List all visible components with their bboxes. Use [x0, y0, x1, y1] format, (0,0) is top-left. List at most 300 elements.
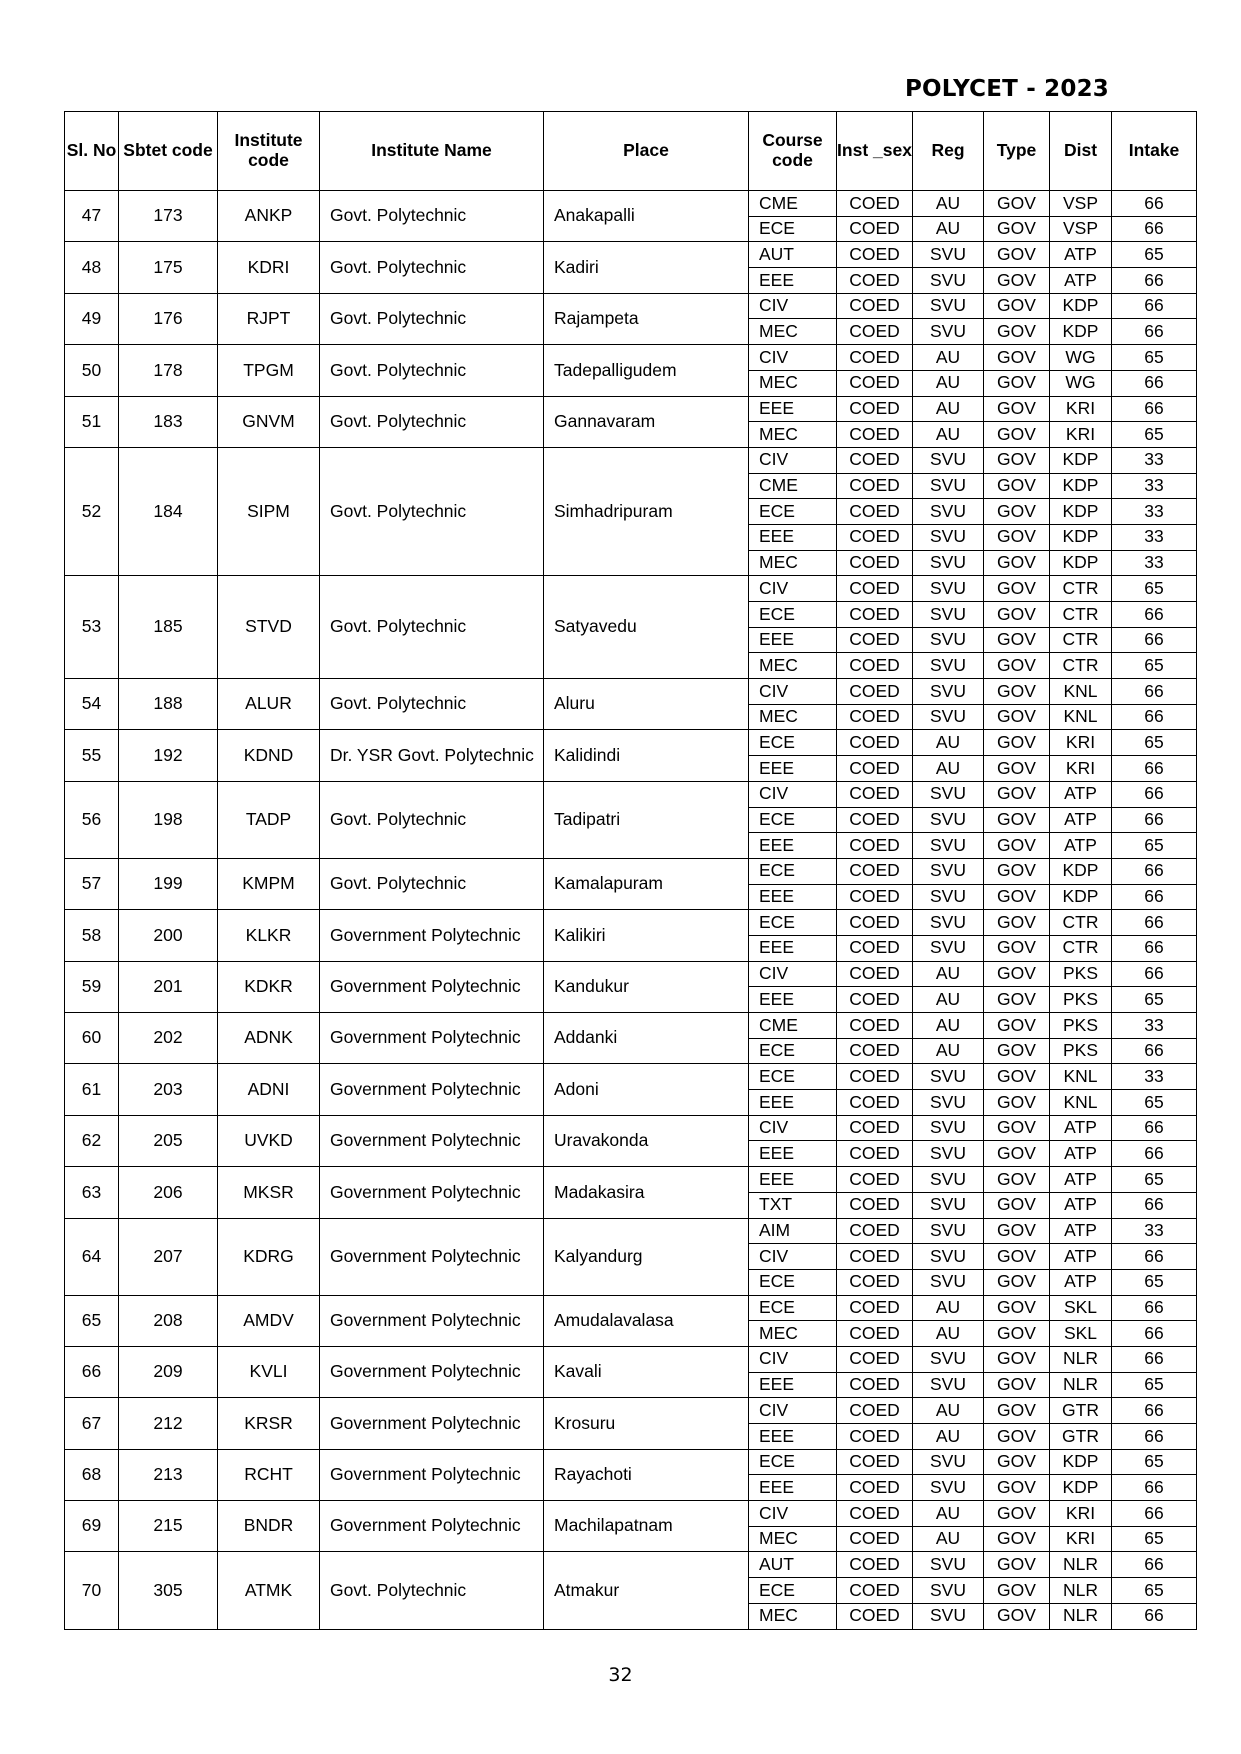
- inst-sex-cell: COED: [837, 1603, 913, 1629]
- dist-cell: KDP: [1050, 884, 1112, 910]
- inst-sex-cell: COED: [837, 1346, 913, 1372]
- type-cell: GOV: [984, 704, 1050, 730]
- institute-code-cell: RJPT: [218, 293, 320, 344]
- intake-cell: 65: [1112, 730, 1197, 756]
- institute-code-cell: GNVM: [218, 396, 320, 447]
- polytechnic-seat-table: [64, 111, 1197, 1630]
- intake-cell: 66: [1112, 1603, 1197, 1629]
- type-cell: GOV: [984, 422, 1050, 448]
- intake-cell: 33: [1112, 473, 1197, 499]
- dist-cell: WG: [1050, 345, 1112, 371]
- type-cell: GOV: [984, 1526, 1050, 1552]
- type-cell: GOV: [984, 627, 1050, 653]
- reg-cell: AU: [913, 345, 984, 371]
- course-code-cell: MEC: [749, 653, 837, 679]
- dist-cell: ATP: [1050, 1269, 1112, 1295]
- type-cell: GOV: [984, 653, 1050, 679]
- dist-cell: SKL: [1050, 1295, 1112, 1321]
- intake-cell: 66: [1112, 1552, 1197, 1578]
- place-cell: Krosuru: [544, 1398, 749, 1449]
- institute-name-cell: Government Polytechnic: [320, 1501, 544, 1552]
- dist-cell: KDP: [1050, 319, 1112, 345]
- place-cell: Aluru: [544, 679, 749, 730]
- sbtet-code-cell: 209: [119, 1346, 218, 1397]
- dist-cell: KNL: [1050, 704, 1112, 730]
- reg-cell: AU: [913, 1295, 984, 1321]
- header-inst-sex: Inst _sex: [837, 112, 913, 191]
- reg-cell: AU: [913, 216, 984, 242]
- sbtet-code-cell: 176: [119, 293, 218, 344]
- intake-cell: 33: [1112, 1218, 1197, 1244]
- inst-sex-cell: COED: [837, 216, 913, 242]
- reg-cell: SVU: [913, 576, 984, 602]
- intake-cell: 65: [1112, 1372, 1197, 1398]
- table-row: [65, 345, 1197, 371]
- type-cell: GOV: [984, 550, 1050, 576]
- type-cell: GOV: [984, 447, 1050, 473]
- type-cell: GOV: [984, 756, 1050, 782]
- dist-cell: KRI: [1050, 730, 1112, 756]
- intake-cell: 66: [1112, 1115, 1197, 1141]
- course-code-cell: CIV: [749, 781, 837, 807]
- dist-cell: CTR: [1050, 910, 1112, 936]
- inst-sex-cell: COED: [837, 704, 913, 730]
- course-code-cell: CIV: [749, 576, 837, 602]
- reg-cell: SVU: [913, 1372, 984, 1398]
- inst-sex-cell: COED: [837, 1038, 913, 1064]
- dist-cell: CTR: [1050, 935, 1112, 961]
- course-code-cell: CIV: [749, 1398, 837, 1424]
- type-cell: GOV: [984, 1090, 1050, 1116]
- dist-cell: CTR: [1050, 653, 1112, 679]
- institute-name-cell: Govt. Polytechnic: [320, 858, 544, 909]
- reg-cell: AU: [913, 396, 984, 422]
- inst-sex-cell: COED: [837, 293, 913, 319]
- reg-cell: AU: [913, 1501, 984, 1527]
- sbtet-code-cell: 207: [119, 1218, 218, 1295]
- reg-cell: SVU: [913, 1269, 984, 1295]
- course-code-cell: MEC: [749, 370, 837, 396]
- header-institute-code: Institute code: [218, 112, 320, 191]
- place-cell: Simhadripuram: [544, 447, 749, 575]
- page-number: 32: [608, 1664, 633, 1686]
- sbtet-code-cell: 215: [119, 1501, 218, 1552]
- inst-sex-cell: COED: [837, 1192, 913, 1218]
- reg-cell: SVU: [913, 653, 984, 679]
- intake-cell: 65: [1112, 653, 1197, 679]
- reg-cell: SVU: [913, 1115, 984, 1141]
- institute-code-cell: KDKR: [218, 961, 320, 1012]
- dist-cell: NLR: [1050, 1603, 1112, 1629]
- course-code-cell: ECE: [749, 1038, 837, 1064]
- institute-code-cell: TPGM: [218, 345, 320, 396]
- course-code-cell: CIV: [749, 345, 837, 371]
- reg-cell: AU: [913, 1526, 984, 1552]
- dist-cell: ATP: [1050, 1244, 1112, 1270]
- header-reg: Reg: [913, 112, 984, 191]
- dist-cell: KRI: [1050, 1526, 1112, 1552]
- reg-cell: SVU: [913, 1218, 984, 1244]
- sbtet-code-cell: 188: [119, 679, 218, 730]
- inst-sex-cell: COED: [837, 627, 913, 653]
- place-cell: Kalidindi: [544, 730, 749, 781]
- inst-sex-cell: COED: [837, 268, 913, 294]
- place-cell: Rayachoti: [544, 1449, 749, 1500]
- course-code-cell: CME: [749, 473, 837, 499]
- type-cell: GOV: [984, 1603, 1050, 1629]
- course-code-cell: CME: [749, 191, 837, 217]
- institute-name-cell: Govt. Polytechnic: [320, 396, 544, 447]
- intake-cell: 66: [1112, 961, 1197, 987]
- reg-cell: SVU: [913, 935, 984, 961]
- sl-no-cell: 68: [65, 1449, 119, 1500]
- place-cell: Satyavedu: [544, 576, 749, 679]
- dist-cell: PKS: [1050, 987, 1112, 1013]
- course-code-cell: EEE: [749, 1141, 837, 1167]
- table-row: [65, 1013, 1197, 1039]
- type-cell: GOV: [984, 1269, 1050, 1295]
- type-cell: GOV: [984, 1552, 1050, 1578]
- dist-cell: CTR: [1050, 602, 1112, 628]
- institute-code-cell: SIPM: [218, 447, 320, 575]
- sl-no-cell: 59: [65, 961, 119, 1012]
- sbtet-code-cell: 200: [119, 910, 218, 961]
- institute-name-cell: Government Polytechnic: [320, 1167, 544, 1218]
- intake-cell: 33: [1112, 1064, 1197, 1090]
- institute-name-cell: Government Polytechnic: [320, 1295, 544, 1346]
- intake-cell: 66: [1112, 1346, 1197, 1372]
- inst-sex-cell: COED: [837, 653, 913, 679]
- sbtet-code-cell: 206: [119, 1167, 218, 1218]
- course-code-cell: MEC: [749, 319, 837, 345]
- table-row: [65, 858, 1197, 884]
- type-cell: GOV: [984, 730, 1050, 756]
- sbtet-code-cell: 199: [119, 858, 218, 909]
- type-cell: GOV: [984, 1115, 1050, 1141]
- header-sl-no: Sl. No: [65, 112, 119, 191]
- institute-code-cell: KRSR: [218, 1398, 320, 1449]
- type-cell: GOV: [984, 319, 1050, 345]
- course-code-cell: EEE: [749, 524, 837, 550]
- course-code-cell: AUT: [749, 242, 837, 268]
- type-cell: GOV: [984, 961, 1050, 987]
- type-cell: GOV: [984, 370, 1050, 396]
- type-cell: GOV: [984, 268, 1050, 294]
- inst-sex-cell: COED: [837, 447, 913, 473]
- dist-cell: KDP: [1050, 524, 1112, 550]
- dist-cell: ATP: [1050, 833, 1112, 859]
- course-code-cell: EEE: [749, 833, 837, 859]
- intake-cell: 66: [1112, 1038, 1197, 1064]
- type-cell: GOV: [984, 1244, 1050, 1270]
- institute-name-cell: Government Polytechnic: [320, 1398, 544, 1449]
- reg-cell: SVU: [913, 910, 984, 936]
- table-row: [65, 1501, 1197, 1527]
- reg-cell: AU: [913, 961, 984, 987]
- intake-cell: 33: [1112, 499, 1197, 525]
- type-cell: GOV: [984, 499, 1050, 525]
- intake-cell: 66: [1112, 1424, 1197, 1450]
- institute-name-cell: Govt. Polytechnic: [320, 242, 544, 293]
- inst-sex-cell: COED: [837, 396, 913, 422]
- header-sbtet-code: Sbtet code: [119, 112, 218, 191]
- intake-cell: 65: [1112, 1526, 1197, 1552]
- type-cell: GOV: [984, 1449, 1050, 1475]
- institute-name-cell: Government Polytechnic: [320, 1346, 544, 1397]
- inst-sex-cell: COED: [837, 1269, 913, 1295]
- dist-cell: ATP: [1050, 781, 1112, 807]
- inst-sex-cell: COED: [837, 1372, 913, 1398]
- institute-code-cell: KDRG: [218, 1218, 320, 1295]
- type-cell: GOV: [984, 987, 1050, 1013]
- reg-cell: SVU: [913, 781, 984, 807]
- course-code-cell: ECE: [749, 1269, 837, 1295]
- sbtet-code-cell: 183: [119, 396, 218, 447]
- course-code-cell: MEC: [749, 550, 837, 576]
- type-cell: GOV: [984, 781, 1050, 807]
- dist-cell: KDP: [1050, 858, 1112, 884]
- sbtet-code-cell: 212: [119, 1398, 218, 1449]
- dist-cell: KRI: [1050, 396, 1112, 422]
- dist-cell: PKS: [1050, 1013, 1112, 1039]
- sl-no-cell: 67: [65, 1398, 119, 1449]
- intake-cell: 66: [1112, 396, 1197, 422]
- sl-no-cell: 55: [65, 730, 119, 781]
- dist-cell: KRI: [1050, 422, 1112, 448]
- table-row: [65, 730, 1197, 756]
- sbtet-code-cell: 305: [119, 1552, 218, 1629]
- reg-cell: SVU: [913, 1064, 984, 1090]
- reg-cell: SVU: [913, 1090, 984, 1116]
- dist-cell: ATP: [1050, 807, 1112, 833]
- inst-sex-cell: COED: [837, 602, 913, 628]
- type-cell: GOV: [984, 910, 1050, 936]
- course-code-cell: AUT: [749, 1552, 837, 1578]
- inst-sex-cell: COED: [837, 679, 913, 705]
- course-code-cell: EEE: [749, 987, 837, 1013]
- place-cell: Tadepalligudem: [544, 345, 749, 396]
- sl-no-cell: 66: [65, 1346, 119, 1397]
- reg-cell: SVU: [913, 602, 984, 628]
- intake-cell: 65: [1112, 987, 1197, 1013]
- dist-cell: SKL: [1050, 1321, 1112, 1347]
- inst-sex-cell: COED: [837, 576, 913, 602]
- dist-cell: PKS: [1050, 961, 1112, 987]
- sl-no-cell: 60: [65, 1013, 119, 1064]
- inst-sex-cell: COED: [837, 1167, 913, 1193]
- reg-cell: SVU: [913, 473, 984, 499]
- inst-sex-cell: COED: [837, 191, 913, 217]
- reg-cell: SVU: [913, 319, 984, 345]
- course-code-cell: EEE: [749, 1424, 837, 1450]
- intake-cell: 66: [1112, 858, 1197, 884]
- intake-cell: 66: [1112, 1475, 1197, 1501]
- table-row: [65, 1218, 1197, 1244]
- type-cell: GOV: [984, 1578, 1050, 1604]
- dist-cell: NLR: [1050, 1552, 1112, 1578]
- course-code-cell: EEE: [749, 627, 837, 653]
- inst-sex-cell: COED: [837, 910, 913, 936]
- inst-sex-cell: COED: [837, 1244, 913, 1270]
- institute-name-cell: Government Polytechnic: [320, 1449, 544, 1500]
- sl-no-cell: 50: [65, 345, 119, 396]
- intake-cell: 66: [1112, 602, 1197, 628]
- course-code-cell: ECE: [749, 499, 837, 525]
- institute-code-cell: BNDR: [218, 1501, 320, 1552]
- reg-cell: SVU: [913, 1244, 984, 1270]
- institute-name-cell: Government Polytechnic: [320, 910, 544, 961]
- institute-code-cell: ANKP: [218, 191, 320, 242]
- dist-cell: KDP: [1050, 473, 1112, 499]
- reg-cell: SVU: [913, 1167, 984, 1193]
- reg-cell: SVU: [913, 499, 984, 525]
- inst-sex-cell: COED: [837, 1115, 913, 1141]
- table-row: [65, 679, 1197, 705]
- institute-name-cell: Government Polytechnic: [320, 1115, 544, 1166]
- place-cell: Madakasira: [544, 1167, 749, 1218]
- type-cell: GOV: [984, 576, 1050, 602]
- course-code-cell: MEC: [749, 704, 837, 730]
- sl-no-cell: 70: [65, 1552, 119, 1629]
- intake-cell: 66: [1112, 319, 1197, 345]
- course-code-cell: CIV: [749, 447, 837, 473]
- type-cell: GOV: [984, 602, 1050, 628]
- table-row: [65, 293, 1197, 319]
- reg-cell: SVU: [913, 293, 984, 319]
- table-row: [65, 396, 1197, 422]
- course-code-cell: EEE: [749, 1167, 837, 1193]
- dist-cell: KRI: [1050, 1501, 1112, 1527]
- table-row: [65, 1449, 1197, 1475]
- type-cell: GOV: [984, 216, 1050, 242]
- institute-code-cell: KLKR: [218, 910, 320, 961]
- institute-code-cell: RCHT: [218, 1449, 320, 1500]
- type-cell: GOV: [984, 473, 1050, 499]
- institute-code-cell: ADNK: [218, 1013, 320, 1064]
- course-code-cell: CIV: [749, 1115, 837, 1141]
- dist-cell: KDP: [1050, 1475, 1112, 1501]
- reg-cell: AU: [913, 987, 984, 1013]
- course-code-cell: ECE: [749, 1449, 837, 1475]
- sl-no-cell: 65: [65, 1295, 119, 1346]
- institute-code-cell: STVD: [218, 576, 320, 679]
- sbtet-code-cell: 203: [119, 1064, 218, 1115]
- institute-name-cell: Dr. YSR Govt. Polytechnic: [320, 730, 544, 781]
- institute-name-cell: Govt. Polytechnic: [320, 1552, 544, 1629]
- dist-cell: ATP: [1050, 1218, 1112, 1244]
- place-cell: Amudalavalasa: [544, 1295, 749, 1346]
- inst-sex-cell: COED: [837, 1064, 913, 1090]
- inst-sex-cell: COED: [837, 1501, 913, 1527]
- intake-cell: 65: [1112, 833, 1197, 859]
- reg-cell: AU: [913, 1424, 984, 1450]
- intake-cell: 33: [1112, 550, 1197, 576]
- reg-cell: AU: [913, 756, 984, 782]
- sbtet-code-cell: 184: [119, 447, 218, 575]
- institute-code-cell: ADNI: [218, 1064, 320, 1115]
- type-cell: GOV: [984, 191, 1050, 217]
- table-row: [65, 781, 1197, 807]
- intake-cell: 66: [1112, 1192, 1197, 1218]
- sbtet-code-cell: 198: [119, 781, 218, 858]
- intake-cell: 66: [1112, 268, 1197, 294]
- sl-no-cell: 53: [65, 576, 119, 679]
- type-cell: GOV: [984, 1398, 1050, 1424]
- type-cell: GOV: [984, 1218, 1050, 1244]
- place-cell: Addanki: [544, 1013, 749, 1064]
- course-code-cell: EEE: [749, 935, 837, 961]
- type-cell: GOV: [984, 858, 1050, 884]
- inst-sex-cell: COED: [837, 1526, 913, 1552]
- intake-cell: 66: [1112, 935, 1197, 961]
- course-code-cell: ECE: [749, 1064, 837, 1090]
- dist-cell: NLR: [1050, 1578, 1112, 1604]
- reg-cell: AU: [913, 422, 984, 448]
- type-cell: GOV: [984, 1167, 1050, 1193]
- sl-no-cell: 63: [65, 1167, 119, 1218]
- institute-name-cell: Government Polytechnic: [320, 961, 544, 1012]
- type-cell: GOV: [984, 935, 1050, 961]
- course-code-cell: EEE: [749, 1372, 837, 1398]
- reg-cell: SVU: [913, 884, 984, 910]
- reg-cell: SVU: [913, 627, 984, 653]
- sl-no-cell: 69: [65, 1501, 119, 1552]
- reg-cell: SVU: [913, 268, 984, 294]
- institute-code-cell: KDRI: [218, 242, 320, 293]
- intake-cell: 33: [1112, 1013, 1197, 1039]
- inst-sex-cell: COED: [837, 935, 913, 961]
- dist-cell: NLR: [1050, 1372, 1112, 1398]
- course-code-cell: CIV: [749, 293, 837, 319]
- inst-sex-cell: COED: [837, 756, 913, 782]
- table-row: [65, 961, 1197, 987]
- course-code-cell: TXT: [749, 1192, 837, 1218]
- table-header-row: [65, 112, 1197, 191]
- sbtet-code-cell: 202: [119, 1013, 218, 1064]
- place-cell: Rajampeta: [544, 293, 749, 344]
- place-cell: Kalyandurg: [544, 1218, 749, 1295]
- sl-no-cell: 58: [65, 910, 119, 961]
- intake-cell: 66: [1112, 627, 1197, 653]
- type-cell: GOV: [984, 1424, 1050, 1450]
- sbtet-code-cell: 192: [119, 730, 218, 781]
- institute-code-cell: KMPM: [218, 858, 320, 909]
- intake-cell: 65: [1112, 242, 1197, 268]
- type-cell: GOV: [984, 679, 1050, 705]
- type-cell: GOV: [984, 807, 1050, 833]
- inst-sex-cell: COED: [837, 884, 913, 910]
- header-institute-name: Institute Name: [320, 112, 544, 191]
- intake-cell: 66: [1112, 1295, 1197, 1321]
- table-row: [65, 1398, 1197, 1424]
- dist-cell: GTR: [1050, 1398, 1112, 1424]
- institute-name-cell: Government Polytechnic: [320, 1013, 544, 1064]
- dist-cell: KRI: [1050, 756, 1112, 782]
- institute-name-cell: Govt. Polytechnic: [320, 447, 544, 575]
- table-row: [65, 1064, 1197, 1090]
- inst-sex-cell: COED: [837, 858, 913, 884]
- table-row: [65, 1552, 1197, 1578]
- sbtet-code-cell: 208: [119, 1295, 218, 1346]
- inst-sex-cell: COED: [837, 345, 913, 371]
- reg-cell: SVU: [913, 1192, 984, 1218]
- intake-cell: 66: [1112, 781, 1197, 807]
- type-cell: GOV: [984, 884, 1050, 910]
- table-row: [65, 1346, 1197, 1372]
- reg-cell: SVU: [913, 1141, 984, 1167]
- intake-cell: 65: [1112, 1578, 1197, 1604]
- dist-cell: CTR: [1050, 627, 1112, 653]
